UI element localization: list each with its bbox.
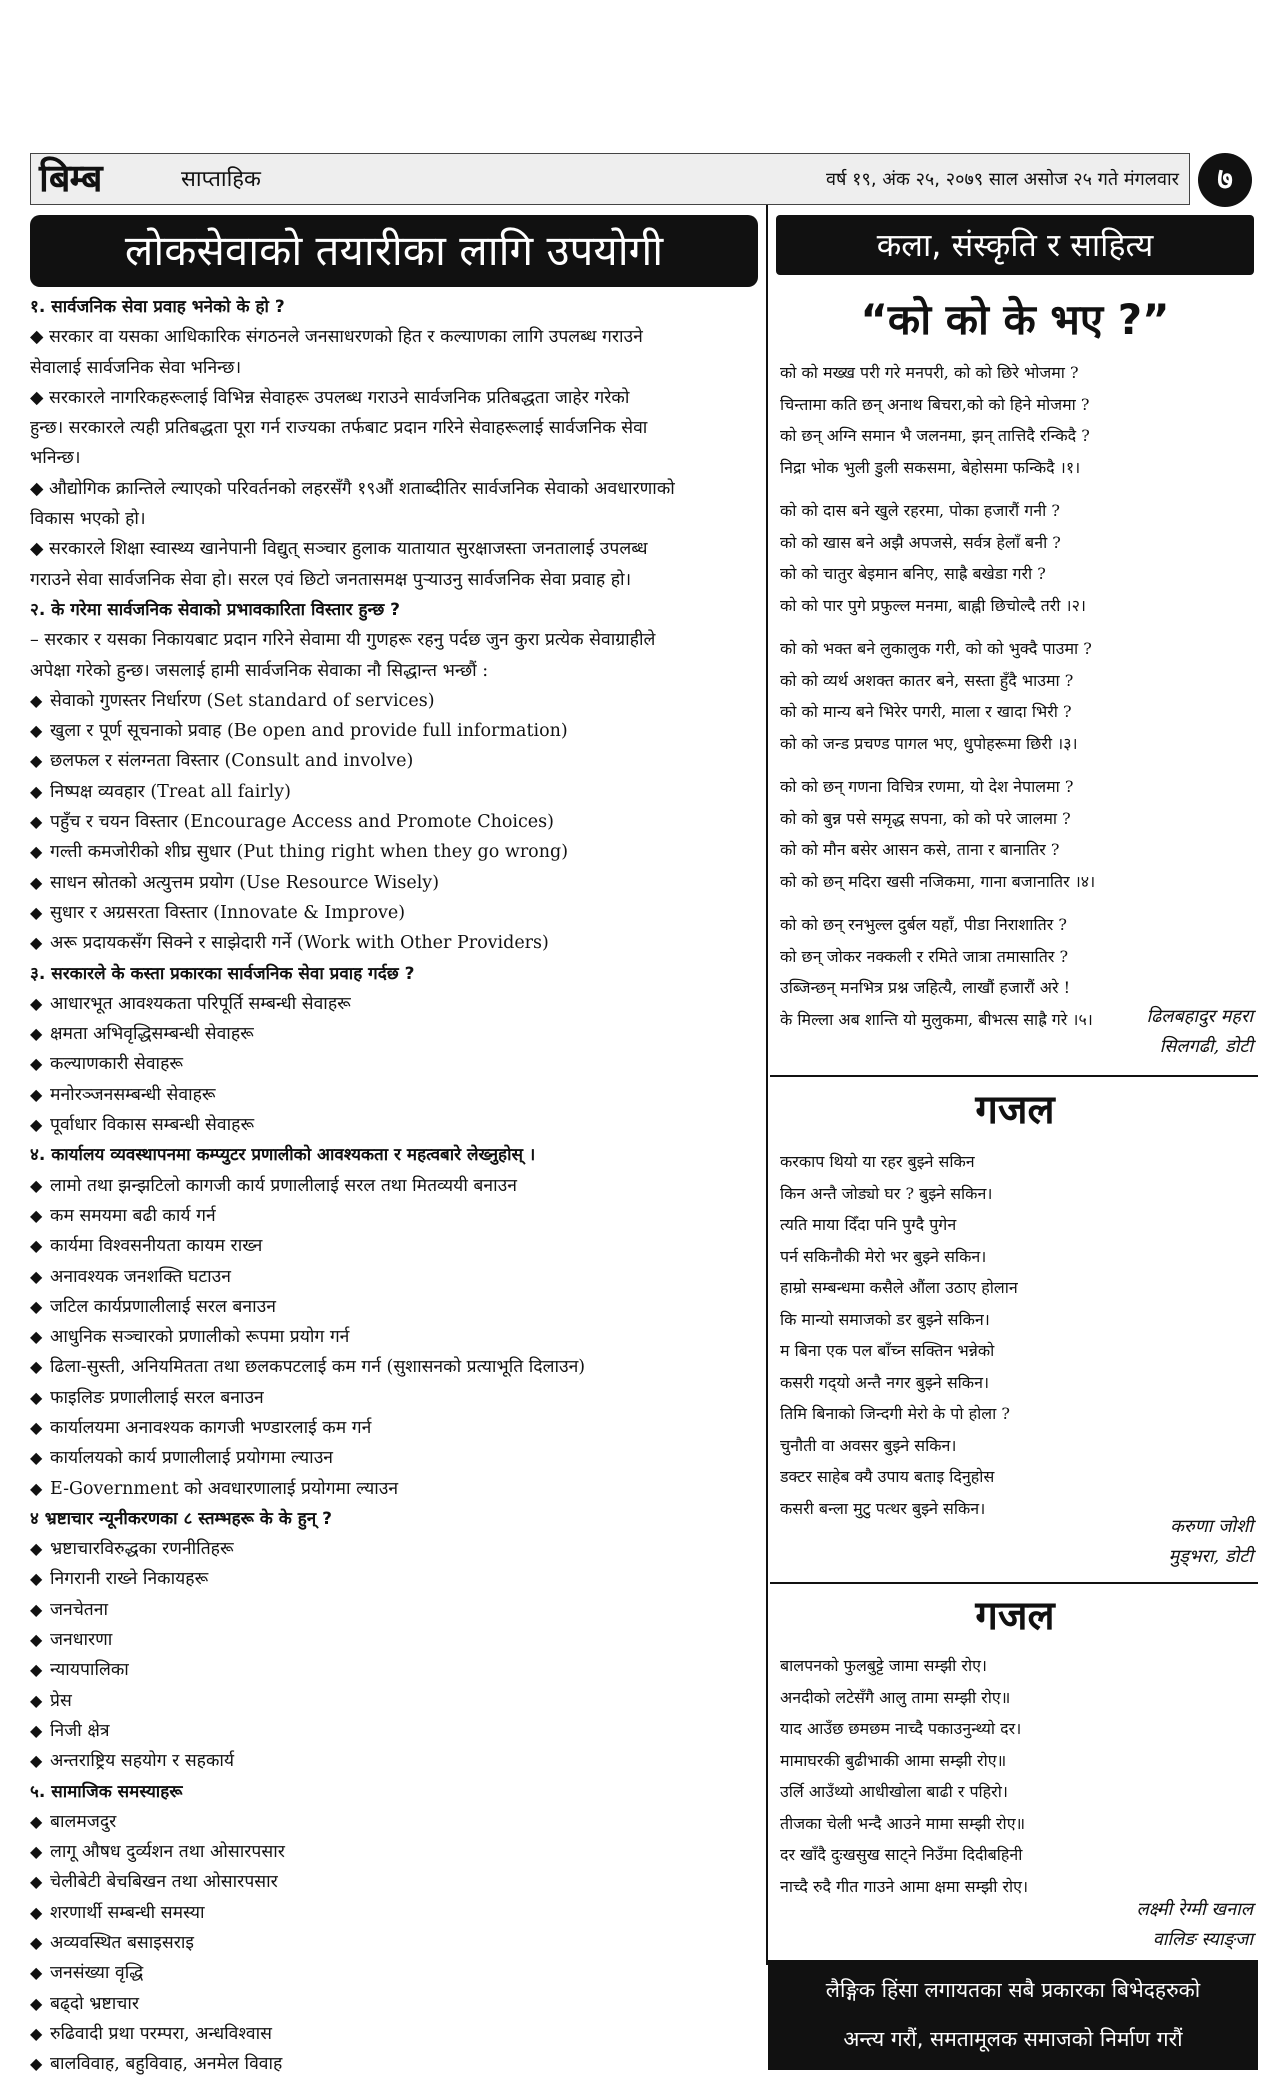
poem-line: चिन्तामा कति छन् अनाथ बिचरा,को को हिने मोजमा ?	[780, 394, 1090, 414]
bullet-item	[30, 1474, 758, 1504]
bullet-item	[30, 1110, 758, 1140]
bullet-diamond-icon: ◆	[30, 1175, 43, 1195]
bullet-text: लामो तथा झन्झटिलो कागजी कार्य प्रणालीलाई सरल तथा मितव्ययी बनाउन	[50, 1175, 517, 1196]
poem-line: को को मख्ख परी गरे मनपरी, को को छिरे भोजमा ?	[780, 363, 1079, 382]
bullet-item	[30, 1989, 758, 2019]
ghazal-line: करकाप थियो या रहर बुझ्ने सकिन	[780, 1152, 975, 1171]
ghazal-author-1: करुणा जोशी	[1170, 1516, 1253, 1537]
bullet-text: साधन स्रोतको अत्युत्तम प्रयोग (Use Resource Wisely)	[50, 872, 440, 893]
bullet-item	[30, 1564, 758, 1594]
paragraph-line: – सरकार र यसका निकायबाट प्रदान गरिने सेवामा यी गुणहरू रहनु पर्दछ जुन कुरा प्रत्येक सेवाग्राहीले	[30, 630, 656, 651]
bullet-text: अरू प्रदायकसँग सिक्ने र साझेदारी गर्ने (Work with Other Providers)	[50, 933, 549, 954]
bullet-text: कार्यमा विश्वसनीयता कायम राख्न	[50, 1236, 263, 1257]
ghazal-line: नाच्दै रुदै गीत गाउने आमा क्षमा सम्झी रोए।	[780, 1876, 1029, 1896]
bullet-diamond-icon: ◆	[30, 1266, 43, 1286]
paragraph-line: हुन्छ। सरकारले त्यही प्रतिबद्धता पूरा गर्न राज्यका तर्फबाट प्रदान गरिने सेवाहरूलाई सार्वजनिक सेवा	[30, 418, 648, 439]
bullet-diamond-icon: ◆	[30, 1539, 43, 1559]
bullet-diamond-icon: ◆	[30, 1084, 43, 1104]
slogan-line-1: लैङ्गिक हिंसा लगायतका सबै प्रकारका बिभेदहरुको	[825, 1978, 1201, 2002]
bullet-item	[30, 868, 758, 898]
bullet-text: पहुँच र चयन विस्तार (Encourage Access and Promote Choices)	[50, 812, 554, 833]
left-section-banner: लोकसेवाको तयारीका लागि उपयोगी	[30, 215, 758, 287]
bullet-diamond-icon: ◆	[30, 1296, 43, 1316]
bullet-item	[30, 1686, 758, 1716]
bullet-diamond-icon: ◆	[30, 993, 43, 1013]
bullet-item	[30, 716, 758, 746]
bullet-diamond-icon: ◆	[30, 1811, 43, 1831]
bullet-diamond-icon: ◆	[30, 902, 43, 922]
bullet-diamond-icon: ◆	[30, 1024, 43, 1044]
bullet-text: कार्यालयमा अनावश्यक कागजी भण्डारलाई कम गर्न	[50, 1417, 372, 1438]
ghazal-line: डक्टर साहेब क्यै उपाय बताइ दिनुहोस	[780, 1467, 995, 1486]
bullet-item	[30, 1322, 758, 1352]
ghazal-line: उर्लि आउँथ्यो आधीखोला बाढी र पहिरो।	[780, 1782, 1008, 1801]
stanza-gap	[780, 897, 1250, 909]
bullet-diamond-icon: ◆	[30, 933, 43, 953]
bullet-item	[30, 1262, 758, 1292]
bullet-text: सुधार र अग्रसरता विस्तार (Innovate & Improve)	[50, 902, 406, 923]
bullet-text: बालविवाह, बहुविवाह, अनमेल विवाह	[50, 2054, 283, 2075]
bullet-text: अव्यवस्थित बसाइसराइ	[50, 1933, 195, 1954]
bullet-text: शरणार्थी सम्बन्धी समस्या	[50, 1902, 205, 1923]
bullet-item	[30, 807, 758, 837]
bullet-item	[30, 1534, 758, 1564]
issue-date-line: वर्ष १९, अंक २५, २०७९ साल असोज २५ गते मंगलवार	[825, 169, 1179, 190]
section-divider	[770, 1582, 1258, 1584]
bullet-item	[30, 1171, 758, 1201]
poem-line: को को भक्त बने लुकालुक गरी, को को भुक्दै पाउमा ?	[780, 639, 1092, 658]
bullet-text: मनोरञ्जनसम्बन्धी सेवाहरू	[50, 1084, 216, 1105]
question-heading: २. के गरेमा सार्वजनिक सेवाको प्रभावकारिता विस्तार हुन्छ ?	[30, 599, 401, 620]
paragraph-line: ◆ औद्योगिक क्रान्तिले ल्याएको परिवर्तनको लहरसँगै १९औं शताब्दीतिर सार्वजनिक सेवाको अवधारणाको	[30, 478, 675, 499]
ghazal-line: दर खाँदै दुःखसुख साट्ने निउँमा दिदीबहिनी	[780, 1845, 1023, 1864]
bullet-diamond-icon: ◆	[30, 2023, 43, 2043]
bullet-text: आधुनिक सञ्चारको प्रणालीको रूपमा प्रयोग गर्न	[50, 1327, 350, 1348]
bullet-text: छलफल र संलग्नता विस्तार (Consult and involve)	[50, 751, 414, 772]
bullet-diamond-icon: ◆	[30, 1478, 43, 1498]
poem-line: को को चातुर बेइमान बनिए, साह्रै बखेडा गरी ?	[780, 564, 1046, 583]
bullet-diamond-icon: ◆	[30, 1720, 43, 1740]
bullet-diamond-icon: ◆	[30, 1963, 43, 1983]
paragraph-line: ◆ सरकारले नागरिकहरूलाई विभिन्न सेवाहरू उपलब्ध गराउने सार्वजनिक प्रतिबद्धता जाहेर गरेको	[30, 387, 630, 408]
bullet-item	[30, 1928, 758, 1958]
ghazal-title-1: गजल	[975, 1087, 1055, 1133]
bullet-item	[30, 2019, 758, 2049]
bullet-item	[30, 1958, 758, 1988]
bullet-item	[30, 1807, 758, 1837]
bullet-item	[30, 1837, 758, 1867]
bullet-diamond-icon: ◆	[30, 1660, 43, 1680]
bullet-item	[30, 2049, 758, 2079]
stanza-gap	[780, 483, 1250, 495]
bullet-text: E-Government को अवधारणालाई प्रयोगमा ल्याउन	[50, 1478, 399, 1499]
ghazal-line: चुनौती वा अवसर बुझ्ने सकिन।	[780, 1435, 957, 1455]
bullet-diamond-icon: ◆	[30, 1115, 43, 1135]
bullet-diamond-icon: ◆	[30, 1599, 43, 1619]
paragraph-line: विकास भएको हो।	[30, 509, 146, 530]
question-heading: ४ भ्रष्टाचार न्यूनीकरणका ८ स्तम्भहरू के के हुन् ?	[30, 1508, 332, 1529]
bullet-text: अनावश्यक जनशक्ति घटाउन	[50, 1266, 231, 1287]
bullet-text: लागू औषध दुर्व्यशन तथा ओसारपसार	[50, 1842, 285, 1863]
bullet-text: निष्पक्ष व्यवहार (Treat all fairly)	[50, 781, 291, 802]
poem-line: को को बुन्न पसे समृद्ध सपना, को को परे जालमा ?	[780, 808, 1071, 828]
ghazal-line: कसरी बन्ला मुटु पत्थर बुझ्ने सकिन।	[780, 1498, 986, 1518]
bullet-item	[30, 1231, 758, 1261]
bullet-item	[30, 1383, 758, 1413]
bullet-item	[30, 777, 758, 807]
poem-line: को को दास बने खुले रहरमा, पोका हजारौं गनी ?	[780, 501, 1060, 520]
ghazal-line: हाम्रो सम्बन्धमा कसैले औंला उठाए होलान	[780, 1278, 1018, 1297]
bullet-item	[30, 989, 758, 1019]
bullet-diamond-icon: ◆	[30, 1993, 43, 2013]
question-heading: ४. कार्यालय व्यवस्थापनमा कम्प्युटर प्रणालीको आवश्यकता र महत्वबारे लेख्नुहोस् ।	[30, 1145, 536, 1166]
ghazal-line: त्यति माया दिँदा पनि पुग्दै पुगेन	[780, 1215, 957, 1234]
bullet-item	[30, 837, 758, 867]
bullet-diamond-icon: ◆	[30, 1751, 43, 1771]
bullet-diamond-icon: ◆	[30, 1872, 43, 1892]
bullet-text: न्यायपालिका	[50, 1660, 129, 1681]
paragraph-line: गराउने सेवा सार्वजनिक सेवा हो। सरल एवं छिटो जनतासमक्ष पुर्‍याउनु सार्वजनिक सेवा प्रवाह हो।	[30, 569, 632, 590]
ghazal-line: तिमि बिनाको जिन्दगी मेरो के पो होला ?	[780, 1404, 1010, 1423]
poem-line: को को खास बने अझै अपजसे, सर्वत्र हेलाँ बनी ?	[780, 532, 1061, 552]
bullet-diamond-icon: ◆	[30, 1054, 43, 1074]
bullet-diamond-icon: ◆	[30, 1448, 43, 1468]
bullet-text: जनधारणा	[50, 1630, 113, 1651]
bullet-text: कल्याणकारी सेवाहरू	[50, 1054, 183, 1075]
bullet-text: फाइलिङ प्रणालीलाई सरल बनाउन	[50, 1387, 264, 1408]
bullet-item	[30, 1080, 758, 1110]
ghazal-line: अनदीको लटेसँगै आलु तामा सम्झी रोए॥	[780, 1687, 1011, 1707]
bullet-item	[30, 1655, 758, 1685]
bullet-text: बढ्दो भ्रष्टाचार	[50, 1993, 140, 2014]
bullet-text: निजी क्षेत्र	[50, 1720, 110, 1741]
bullet-diamond-icon: ◆	[30, 1630, 43, 1650]
bullet-item	[30, 686, 758, 716]
bullet-item	[30, 1413, 758, 1443]
bullet-text: सेवाको गुणस्तर निर्धारण (Set standard of services)	[50, 690, 435, 711]
poem-line: को छन् जोकर नक्कली र रमिते जात्रा तमासातिर ?	[780, 946, 1069, 966]
bullet-diamond-icon: ◆	[30, 1236, 43, 1256]
bullet-item	[30, 928, 758, 958]
ghazal-line: तीजका चेली भन्दै आउने मामा सम्झी रोए॥	[780, 1813, 1026, 1833]
poem-place: सिलगढी, डोटी	[1159, 1036, 1253, 1057]
bullet-item	[30, 1746, 758, 1776]
bullet-item	[30, 1019, 758, 1049]
poem-line: को को पार पुगे प्रफुल्ल मनमा, बाह्नी छिचोल्दै तरी ।२।	[780, 595, 1086, 615]
paragraph-line: सेवालाई सार्वजनिक सेवा भनिन्छ।	[30, 357, 242, 378]
bullet-diamond-icon: ◆	[30, 721, 43, 741]
bullet-item	[30, 1595, 758, 1625]
poem-line: को छन् अग्नि समान भै जलनमा, झन् तात्तिदै रन्किदै ?	[780, 426, 1090, 445]
bullet-text: भ्रष्टाचारविरुद्धका रणनीतिहरू	[50, 1539, 234, 1560]
bullet-diamond-icon: ◆	[30, 1357, 43, 1377]
right-section-banner: कला, संस्कृति र साहित्य	[776, 215, 1254, 275]
column-divider	[766, 205, 768, 1965]
bullet-text: ढिला-सुस्ती, अनियमितता तथा छलकपटलाई कम गर्न (सुशासनको प्रत्याभूति दिलाउन)	[50, 1357, 586, 1378]
bullet-diamond-icon: ◆	[30, 872, 43, 892]
ghazal-line: म बिना एक पल बाँच्न सक्तिन भन्नेको	[780, 1341, 995, 1360]
poem-line: को को व्यर्थ अशक्त कातर बने, सस्ता हुँदै भाउमा ?	[780, 670, 1074, 690]
bullet-text: बालमजदुर	[50, 1811, 117, 1832]
bullet-diamond-icon: ◆	[30, 1842, 43, 1862]
bullet-item	[30, 746, 758, 776]
question-heading: ५. सामाजिक समस्याहरू	[30, 1781, 183, 1802]
ghazal-author-2: लक्ष्मी रेग्मी खनाल	[1136, 1899, 1253, 1920]
bullet-text: प्रेस	[50, 1690, 72, 1711]
bullet-text: जनसंख्या वृद्धि	[50, 1963, 144, 1984]
bullet-diamond-icon: ◆	[30, 751, 43, 771]
poem-line: उब्जिन्छन् मनभित्र प्रश्न जहित्यै, लाखौं हजारौं अरे !	[780, 978, 1071, 997]
bullet-item	[30, 1352, 758, 1382]
bullet-text: कार्यालयको कार्य प्रणालीलाई प्रयोगमा ल्याउन	[50, 1448, 334, 1469]
paragraph-line: भनिन्छ।	[30, 448, 81, 469]
ghazal-line: कि मान्यो समाजको डर बुझ्ने सकिन।	[780, 1309, 990, 1329]
bullet-diamond-icon: ◆	[30, 1327, 43, 1347]
study-notes-body	[30, 292, 758, 2080]
bullet-text: अन्तराष्ट्रिय सहयोग र सहकार्य	[50, 1751, 235, 1772]
bullet-item	[30, 1716, 758, 1746]
ghazal-line: बालपनको फुलबुट्टे जामा सम्झी रोए।	[780, 1656, 988, 1675]
bullet-text: पूर्वाधार विकास सम्बन्धी सेवाहरू	[50, 1115, 255, 1136]
slogan-box	[768, 1960, 1258, 2070]
bullet-diamond-icon: ◆	[30, 781, 43, 801]
bullet-diamond-icon: ◆	[30, 1387, 43, 1407]
page-number-badge: ७	[1198, 153, 1252, 207]
bullet-text: निगरानी राख्ने निकायहरू	[50, 1569, 209, 1590]
bullet-text: खुला र पूर्ण सूचनाको प्रवाह (Be open and provide full information)	[50, 721, 568, 742]
bullet-text: जटिल कार्यप्रणालीलाई सरल बनाउन	[50, 1296, 276, 1317]
bullet-item	[30, 1049, 758, 1079]
poem-line: को को जन्ड प्रचण्ड पागल भए, धुपोहरूमा छिरी ।३।	[780, 733, 1078, 753]
bullet-diamond-icon: ◆	[30, 1205, 43, 1225]
bullet-text: कम समयमा बढी कार्य गर्न	[50, 1205, 216, 1226]
ghazal-line: कसरी गद्‍यो अन्तै नगर बुझ्ने सकिन।	[780, 1372, 990, 1392]
ghazal-title-2: गजल	[975, 1593, 1055, 1639]
poem-line: को को छन् रनभुल्ल दुर्बल यहाँ, पीडा निराशातिर ?	[780, 915, 1067, 934]
bullet-text: आधारभूत आवश्यकता परिपूर्ति सम्बन्धी सेवाहरू	[50, 993, 351, 1014]
poem-body	[780, 357, 1250, 1035]
bullet-diamond-icon: ◆	[30, 812, 43, 832]
bullet-text: गल्ती कमजोरीको शीघ्र सुधार (Put thing right when they go wrong)	[50, 842, 569, 863]
newspaper-subtitle: साप्ताहिक	[181, 167, 261, 192]
ghazal-body-1	[780, 1146, 1250, 1524]
question-heading: १. सार्वजनिक सेवा प्रवाह भनेको के हो ?	[30, 297, 285, 317]
bullet-item	[30, 1625, 758, 1655]
ghazal-place-1: मुड्भरा, डोटी	[1168, 1546, 1253, 1567]
ghazal-line: किन अन्तै जोड्यो घर ? बुझ्ने सकिन।	[780, 1183, 993, 1203]
bullet-diamond-icon: ◆	[30, 1569, 43, 1589]
bullet-text: रुढिवादी प्रथा परम्परा, अन्धविश्वास	[50, 2023, 272, 2044]
poem-line: के मिल्ला अब शान्ति यो मुलुकमा, बीभत्स साह्रै गरे ।५।	[780, 1009, 1093, 1029]
bullet-item	[30, 1292, 758, 1322]
newspaper-title: बिम्ब	[39, 156, 102, 200]
poem-title: “को को के भए ?”	[860, 295, 1170, 344]
bullet-text: चेलीबेटी बेचबिखन तथा ओसारपसार	[50, 1872, 278, 1893]
ghazal-body-2	[780, 1650, 1250, 1902]
ghazal-line: पर्न सकिनौकी मेरो भर बुझ्ने सकिन।	[780, 1246, 987, 1266]
bullet-item	[30, 1443, 758, 1473]
question-heading: ३. सरकारले के कस्ता प्रकारका सार्वजनिक सेवा प्रवाह गर्दछ ?	[30, 963, 415, 984]
bullet-diamond-icon: ◆	[30, 1690, 43, 1710]
stanza-gap	[780, 759, 1250, 771]
bullet-item	[30, 1867, 758, 1897]
poem-line: को को छन् मदिरा खसी नजिकमा, गाना बजानातिर ।४।	[780, 871, 1096, 891]
ghazal-line: याद आउँछ छमछम नाच्दै पकाउनुन्थ्यो दर।	[780, 1719, 1022, 1738]
masthead	[30, 153, 1190, 205]
section-divider	[770, 1075, 1258, 1077]
bullet-item	[30, 1201, 758, 1231]
bullet-diamond-icon: ◆	[30, 690, 43, 710]
stanza-gap	[780, 621, 1250, 633]
paragraph-line: ◆ सरकार वा यसका आधिकारिक संगठनले जनसाधरणको हित र कल्याणका लागि उपलब्ध गराउने	[30, 327, 643, 348]
poem-line: को को छन् गणना विचित्र रणमा, यो देश नेपालमा ?	[780, 777, 1074, 796]
bullet-diamond-icon: ◆	[30, 1902, 43, 1922]
bullet-diamond-icon: ◆	[30, 1933, 43, 1953]
poem-line: निद्रा भोक भुली डुली सकसमा, बेहोसमा फन्किदै ।१।	[780, 457, 1081, 477]
ghazal-line: मामाघरकी बुढीभाकी आमा सम्झी रोए॥	[780, 1750, 1007, 1770]
bullet-item	[30, 1898, 758, 1928]
poem-line: को को मान्य बने भिरेर पगरी, माला र खादा भिरी ?	[780, 702, 1072, 721]
bullet-text: क्षमता अभिवृद्धिसम्बन्धी सेवाहरू	[50, 1024, 254, 1045]
bullet-diamond-icon: ◆	[30, 2054, 43, 2074]
poem-line: को को मौन बसेर आसन कसे, ताना र बानातिर ?	[780, 840, 1060, 859]
bullet-text: जनचेतना	[50, 1599, 109, 1620]
bullet-diamond-icon: ◆	[30, 1417, 43, 1437]
poem-author: ढिलबहादुर महरा	[1146, 1006, 1253, 1027]
paragraph-line: ◆ सरकारले शिक्षा स्वास्थ्य खानेपानी विद्युत् सञ्चार हुलाक यातायात सुरक्षाजस्ता जनतालाई उपलब्ध	[30, 539, 648, 560]
ghazal-place-2: वालिङ स्याङ्जा	[1152, 1929, 1253, 1950]
slogan-line-2: अन्त्य गरौं, समतामूलक समाजको निर्माण गरौं	[843, 2027, 1183, 2051]
paragraph-line: अपेक्षा गरेको हुन्छ। जसलाई हामी सार्वजनिक सेवाका नौ सिद्धान्त भन्छौं :	[30, 660, 489, 681]
bullet-diamond-icon: ◆	[30, 842, 43, 862]
bullet-item	[30, 898, 758, 928]
